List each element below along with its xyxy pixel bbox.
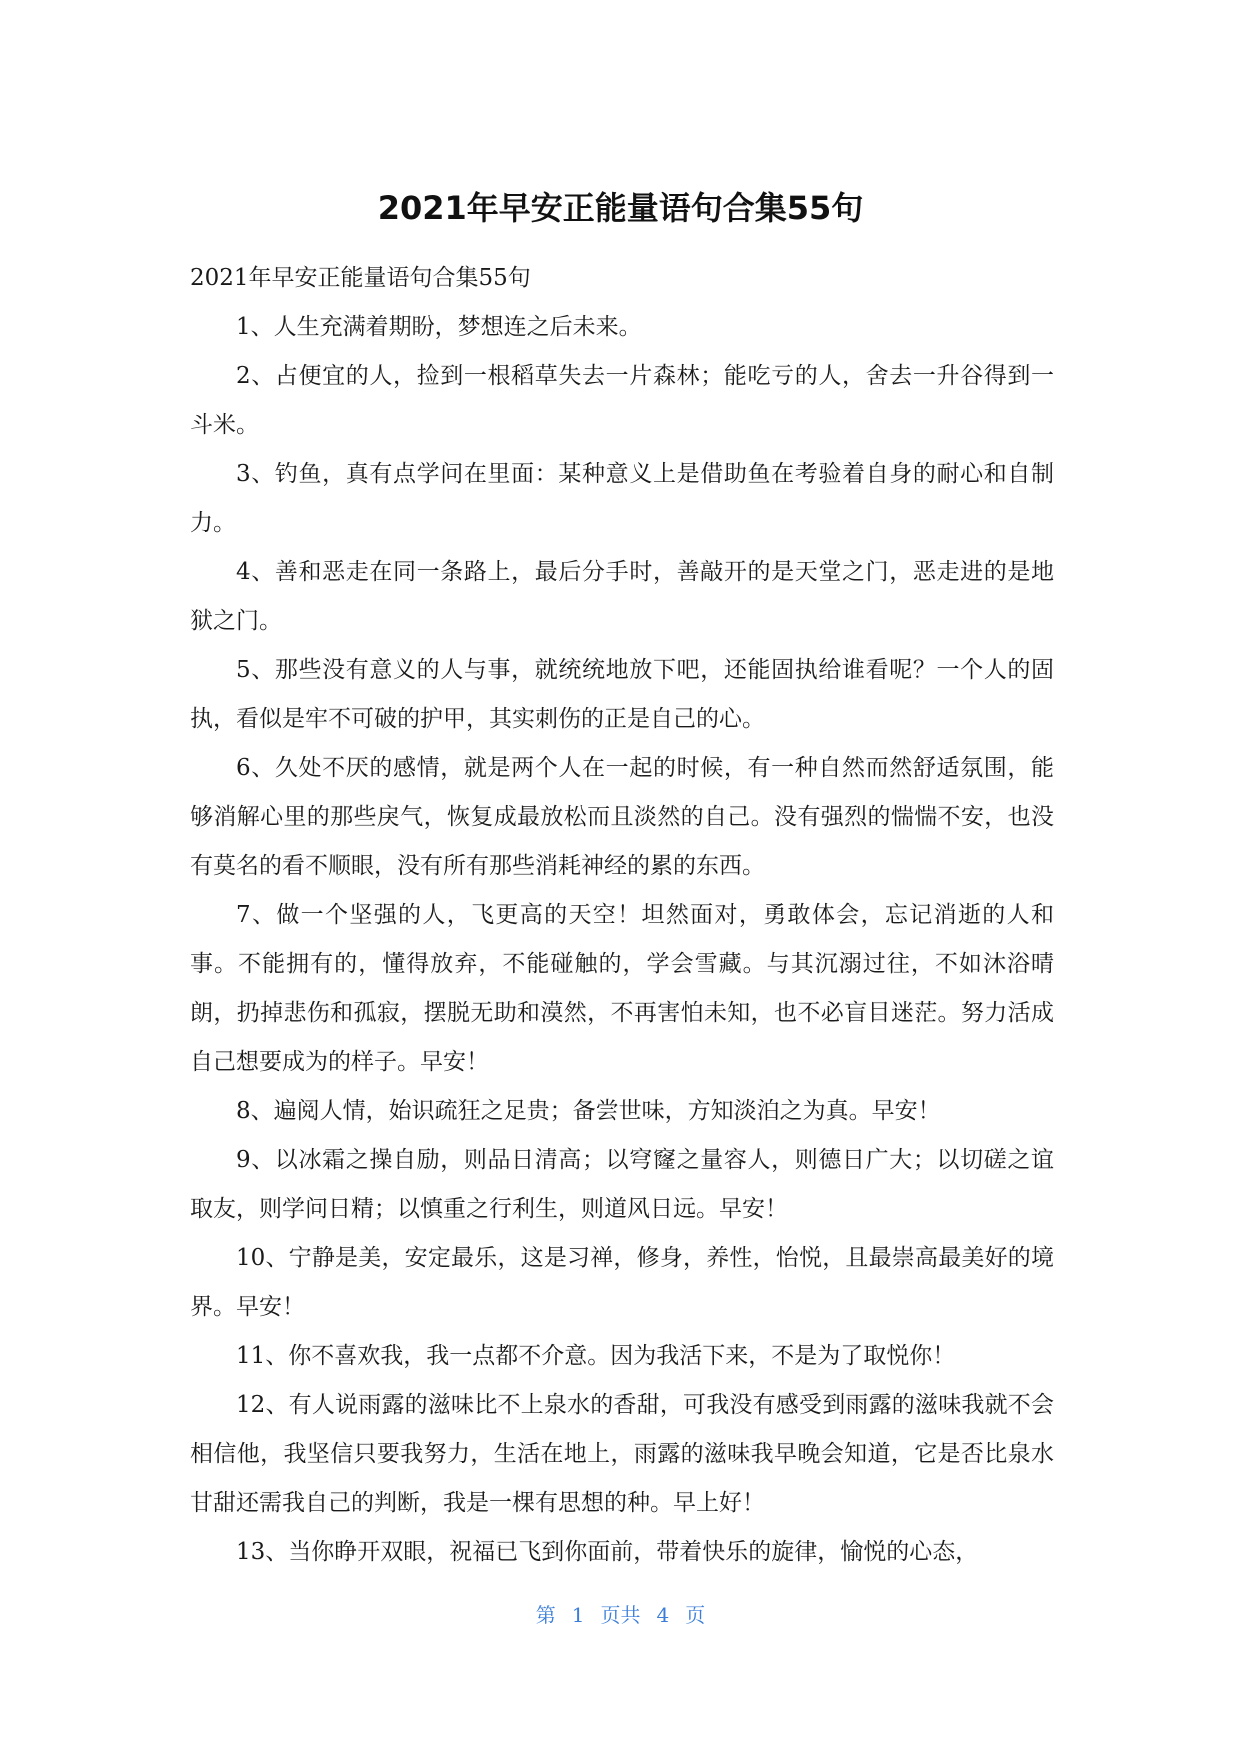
footer-label-page: 第	[535, 1603, 556, 1627]
paragraph-9: 9、以冰霜之操自励，则品日清高；以穹窿之量容人，则德日广大；以切磋之谊取友，则学问日精；以慎重之行利生，则道风日远。早安！	[190, 1147, 1054, 1222]
footer-current-page: 1	[571, 1603, 585, 1627]
footer-label-end: 页	[685, 1603, 706, 1627]
document-body	[190, 254, 1054, 1577]
paragraph-10: 10、宁静是美，安定最乐，这是习禅，修身，养性，怡悦，且最崇高最美好的境界。早安！	[190, 1245, 1054, 1320]
paragraph-1: 1、人生充满着期盼，梦想连之后未来。	[236, 314, 642, 340]
paragraph-3: 3、钓鱼，真有点学问在里面：某种意义上是借助鱼在考验着自身的耐心和自制力。	[190, 461, 1054, 536]
document-title: 2021年早安正能量语句合集55句	[377, 189, 864, 227]
paragraph-8: 8、遍阅人情，始识疏狂之足贵；备尝世味，方知淡泊之为真。早安！	[236, 1098, 941, 1124]
footer-total-pages: 4	[656, 1603, 670, 1627]
paragraph-4: 4、善和恶走在同一条路上，最后分手时，善敲开的是天堂之门，恶走进的是地狱之门。	[190, 559, 1054, 634]
footer-label-of: 页共	[600, 1603, 641, 1627]
paragraph-11: 11、你不喜欢我，我一点都不介意。因为我活下来，不是为了取悦你！	[236, 1343, 956, 1369]
paragraph-2: 2、占便宜的人，捡到一根稻草失去一片森林；能吃亏的人，舍去一升谷得到一斗米。	[190, 363, 1054, 438]
paragraph-13: 13、当你睁开双眼，祝福已飞到你面前，带着快乐的旋律，愉悦的心态，	[236, 1539, 979, 1565]
paragraph-7: 7、做一个坚强的人，飞更高的天空！坦然面对，勇敢体会，忘记消逝的人和事。不能拥有的，懂得放弃，不能碰触的，学会雪藏。与其沉溺过往，不如沐浴晴朗，扔掉悲伤和孤寂，摆脱无助和漠然，不再害怕未知，也不必盲目迷茫。努力活成自己想要成为的样子。早安！	[190, 902, 1054, 1075]
paragraph-6: 6、久处不厌的感情，就是两个人在一起的时候，有一种自然而然舒适氛围，能够消解心里的那些戾气，恢复成最放松而且淡然的自己。没有强烈的惴惴不安，也没有莫名的看不顺眼，没有所有那些消耗神经的累的东西。	[190, 755, 1054, 879]
page-footer	[0, 1600, 1241, 1630]
document-subtitle: 2021年早安正能量语句合集55句	[190, 265, 531, 291]
paragraph-12: 12、有人说雨露的滋味比不上泉水的香甜，可我没有感受到雨露的滋味我就不会相信他，我坚信只要我努力，生活在地上，雨露的滋味我早晚会知道，它是否比泉水甘甜还需我自己的判断，我是一棵有思想的种。早上好！	[190, 1392, 1054, 1516]
paragraph-5: 5、那些没有意义的人与事，就统统地放下吧，还能固执给谁看呢？一个人的固执，看似是牢不可破的护甲，其实刺伤的正是自己的心。	[190, 657, 1054, 732]
